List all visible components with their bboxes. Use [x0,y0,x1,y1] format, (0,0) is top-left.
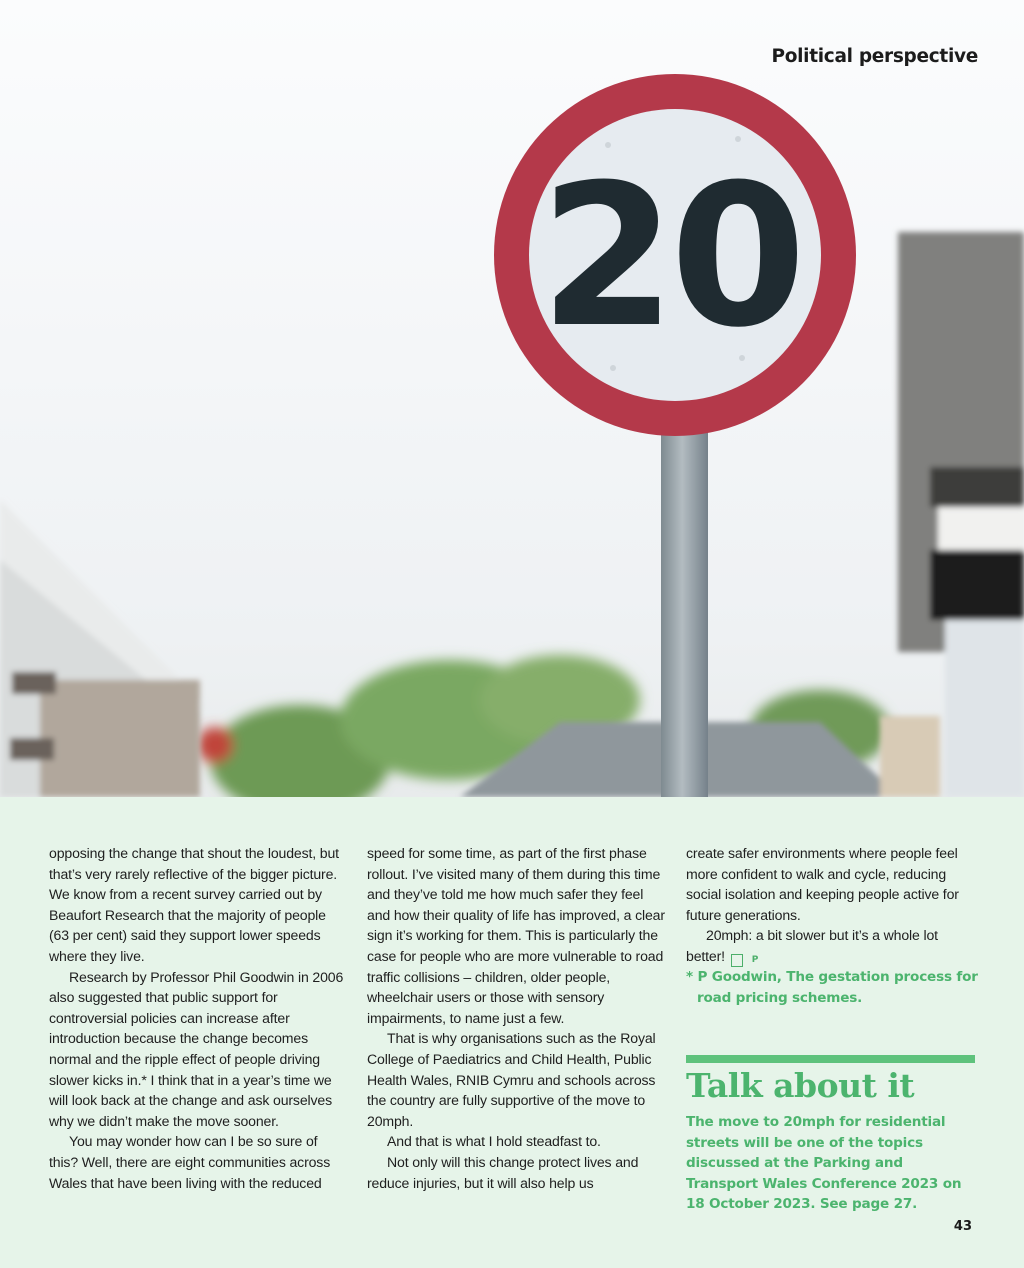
talk-box-rule [686,1055,975,1063]
talk-box-text: The move to 20mph for residential streets will be one of the topics discussed at the Parking and Transport Wales Conference 2023 on 18 October 2023. See page 27. [686,1114,962,1213]
talk-box-title: Talk about it [686,1066,915,1105]
article-column-3 [686,843,978,1008]
paragraph: speed for some time, as part of the first phase rollout. I’ve visited many of them during this time and they’ve told me how much safer they feel and how their quality of life has improved, a clear sign it’s working for them. This is particularly the case for people who are more vulnerable to road traffic collisions – children, older people, wheelchair users or those with sensory impairments, to name just a few. [367,845,665,1026]
paragraph: Research by Professor Phil Goodwin in 2006 also suggested that public support for controversial policies can increase after introduction because the change becomes normal and the ripple effect of people driving slower kicks in.* I think that in a year’s time we will look back at the change and ask ourselves why we didn’t make the move sooner. [49,968,344,1129]
end-mark-icon: P [731,954,743,967]
closing-paragraph [686,925,978,967]
article-column-1 [49,843,349,1193]
section-label: Political perspective [771,46,978,67]
footnote: * P Goodwin, The gestation process for road pricing schemes. [686,968,978,1006]
paragraph: create safer environments where people feel more confident to walk and cycle, reducing social isolation and keeping people active for future generations. [686,845,959,923]
sign-pole [661,420,708,797]
article-column-2 [367,843,667,1193]
sign-number: 20 [539,143,801,371]
paragraph: You may wonder how can I be so sure of this? Well, there are eight communities across Wales that have been living with the reduced [49,1133,331,1191]
closing-text: 20mph: a bit slower but it’s a whole lot better! [686,927,938,964]
paragraph: And that is what I hold steadfast to. [387,1133,601,1150]
page-number: 43 [953,1219,972,1234]
paragraph: Not only will this change protect lives and reduce injuries, but it will also help us [367,1153,639,1191]
paragraph: That is why organisations such as the Royal College of Paediatrics and Child Health, Public Health Wales, RNIB Cymru and schools across the country are fully supportive of the move to 20mph. [367,1030,656,1129]
paragraph: opposing the change that shout the loudest, but that’s very rarely reflective of the bigger picture. We know from a recent survey carried out by Beaufort Research that the majority of people (63 per cent) said they support lower speeds where they live. [49,845,339,964]
